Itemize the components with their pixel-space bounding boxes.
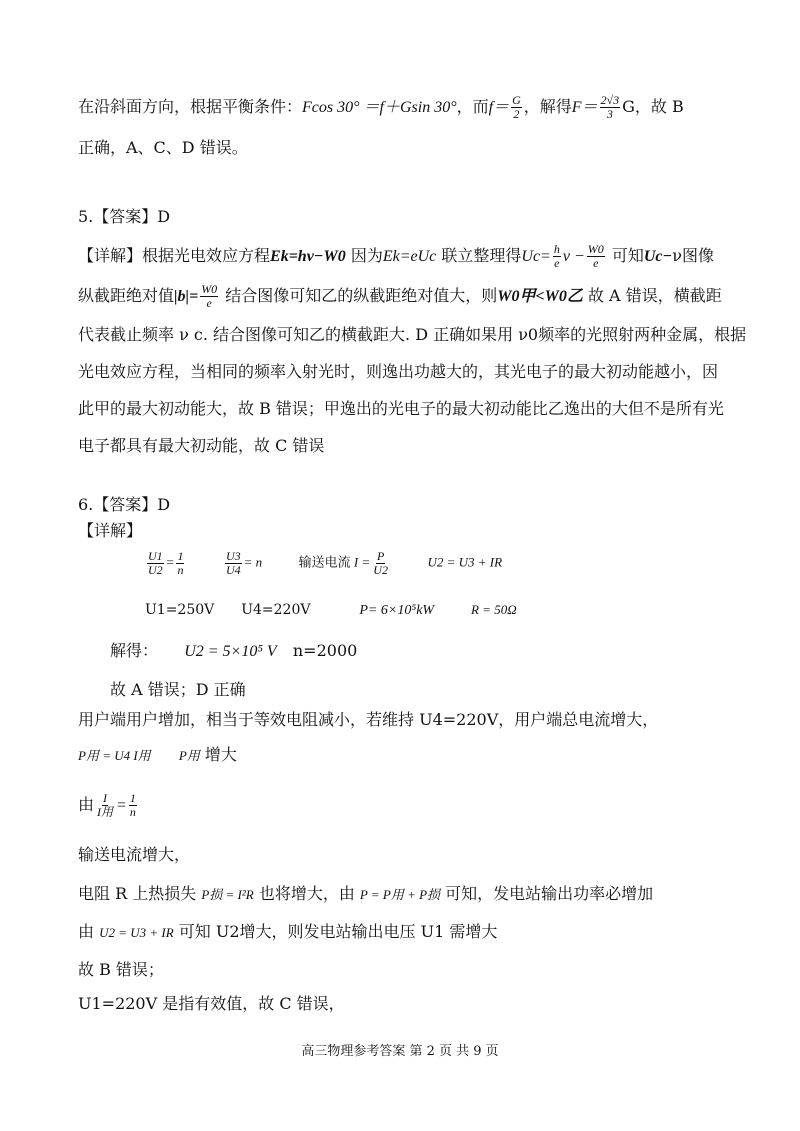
value: P= 6×10⁵kW	[359, 603, 435, 618]
numerator: U1	[148, 549, 163, 563]
q6-conclusion-1: 故 A 错误；D 正确	[110, 680, 246, 699]
text: 在沿斜面方向，根据平衡条件：	[78, 97, 303, 116]
text: 增大	[204, 745, 237, 764]
numerator: P	[376, 549, 385, 563]
equation: ν −	[562, 248, 585, 265]
equation: P = P用 + P损	[359, 887, 441, 902]
line-2: 正确，A、C、D 错误。	[78, 138, 248, 157]
denominator: U2	[148, 563, 163, 577]
fraction-2root3-over-3	[600, 94, 621, 121]
q6-c-wrong: U1=220V 是指有效值，故 C 错误，	[78, 994, 345, 1013]
fraction-p-u2	[372, 550, 389, 577]
value: U4=220V	[241, 602, 311, 618]
equation: Uc−	[643, 248, 673, 265]
equation: f＝	[488, 99, 510, 116]
equation: I =	[353, 554, 371, 570]
equation: P损 = I²R	[201, 887, 254, 902]
numerator: 1	[177, 549, 184, 563]
equation: F＝	[571, 99, 598, 116]
text: 输送电流	[298, 555, 351, 571]
equation: Uc=	[521, 248, 551, 265]
text: 【详解】根据光电效应方程	[78, 246, 271, 265]
numerator: h	[553, 242, 560, 256]
text: 结合图像可知乙的纵截距绝对值大，则	[225, 286, 498, 305]
denominator: e	[206, 296, 212, 310]
fraction-w0-over-e	[587, 243, 605, 270]
denominator: 2	[513, 107, 520, 121]
page-footer: 高三物理参考答案 第 2 页 共 9 页	[301, 1044, 499, 1059]
q5-line-2	[78, 283, 722, 310]
fraction-h-over-e	[553, 243, 561, 270]
q6-last-line	[78, 922, 497, 943]
q5-line-3: 代表截止频率 ν c. 结合图像可知乙的横截距大. D 正确如果用 ν0频率的光照射两种金属，根据	[78, 325, 747, 344]
q5-line-6: 电子都具有最大初动能，故 C 错误	[78, 436, 325, 455]
equation: W0甲<W0乙	[497, 288, 583, 305]
numerator: G	[512, 93, 521, 107]
equation: Fcos 30° ＝f＋Gsin 30°	[302, 99, 457, 116]
numerator: 1	[129, 791, 136, 805]
equation: P用	[178, 748, 200, 763]
numerator: U3	[225, 549, 241, 563]
text: 因为	[350, 246, 383, 265]
value: n=2000	[292, 641, 358, 660]
denominator: n	[177, 563, 184, 577]
equation: = n	[243, 554, 263, 570]
text: 可知，发电站输出功率必增加	[445, 884, 654, 903]
q6-equations-row: $\frac{U1}{U2}$ = $\frac{1}{n}$ $\frac{U3}{U4}$ = n 输送电流 I = $\frac{P}{U2}$ U2 = U3 + IR	[148, 549, 503, 577]
fraction-i-iuse	[96, 792, 114, 819]
text: ν图像	[672, 246, 714, 265]
q6-title: 6.【答案】D	[78, 495, 171, 514]
denominator: 3	[606, 107, 613, 121]
denominator: n	[129, 805, 136, 819]
q6-puse-row	[78, 745, 237, 766]
q6-user-line: 用户端用户增加，相当于等效电阻减小，若维持 U4=220V，用户端总电流增大，	[78, 710, 659, 729]
q6-loss-line	[78, 884, 653, 905]
line-1	[78, 94, 684, 121]
text: 由	[78, 922, 95, 941]
q5-line-4: 光电效应方程，当相同的频率入射光时，则逸出功越大的，其光电子的最大初动能越小，因	[78, 362, 719, 381]
text: 可知	[611, 246, 644, 265]
text: ，解得	[523, 97, 572, 116]
numerator: W0	[201, 282, 218, 296]
equation: U2 = 5×10⁵ V	[184, 643, 277, 660]
numerator: W0	[587, 242, 604, 256]
fraction-u3-u4	[225, 550, 242, 577]
denominator: U2	[373, 563, 388, 577]
q5-line-1	[78, 243, 714, 270]
fraction-u1-u2	[147, 550, 164, 577]
equation: Ek=eUc	[382, 248, 437, 265]
text: 电阻 R 上热损失	[78, 884, 197, 903]
equation: Ek=hν−W0	[270, 248, 346, 265]
q6-b-wrong: 故 B 错误；	[78, 960, 164, 979]
text: 由	[78, 795, 95, 814]
fraction-1-n	[176, 550, 184, 577]
fraction-w0-over-e-2	[200, 283, 218, 310]
denominator: e	[593, 256, 599, 270]
numerator: 2√3	[600, 93, 620, 107]
denominator: U4	[225, 563, 241, 577]
text: 故 A 错误，横截距	[587, 286, 722, 305]
equation: U2 = U3 + IR	[427, 554, 503, 570]
text: 纵截距绝对值	[78, 286, 175, 305]
q6-trans-line: 输送电流增大，	[78, 845, 191, 864]
equation: |b|=	[174, 288, 199, 305]
q5-title: 5.【答案】D	[78, 207, 171, 226]
q6-given-values	[145, 600, 517, 621]
text: 也将增大，由	[258, 884, 355, 903]
q5-line-5: 此甲的最大初动能大，故 B 错误；甲逸出的光电子的最大初动能比乙逸出的大但不是所有光	[78, 399, 724, 418]
q6-ratio-row: 由 $\frac{I}{\text{I用}}$ = $\frac{1}{n}$	[78, 791, 136, 819]
text: ，而	[456, 97, 489, 116]
numerator: I	[103, 791, 108, 805]
fraction-1-n-2	[129, 792, 137, 819]
equation: P用 = U4 I用	[78, 748, 151, 763]
denominator: I用	[97, 805, 114, 819]
fraction-g-over-2	[511, 94, 522, 121]
text: 可知 U2增大，则发电站输出电压 U1 需增大	[178, 922, 498, 941]
value: R = 50Ω	[470, 602, 517, 617]
equation: U2 = U3 + IR	[99, 925, 174, 940]
q6-solve-row	[110, 641, 357, 662]
text: 解得：	[110, 641, 159, 660]
text: G，故 B	[622, 97, 684, 116]
q6-detail: 【详解】	[78, 521, 143, 540]
denominator: e	[554, 256, 560, 270]
text: 联立整理得	[441, 246, 522, 265]
value: U1=250V	[145, 602, 215, 618]
